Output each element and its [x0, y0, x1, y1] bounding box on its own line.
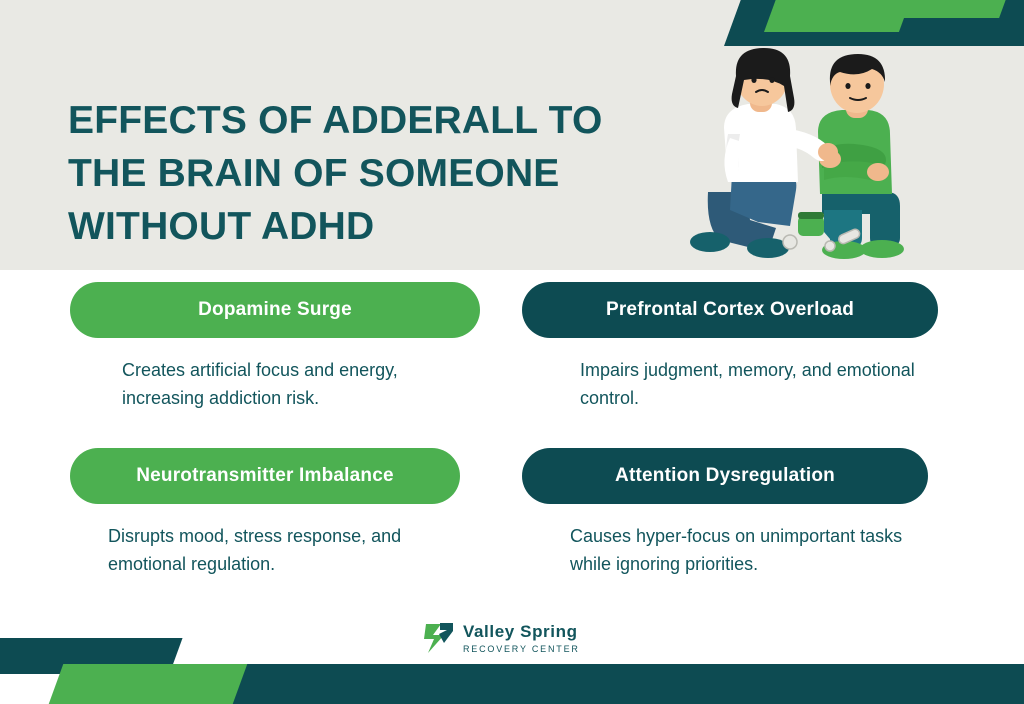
effect-card-description: Impairs judgment, memory, and emotional control.: [580, 360, 915, 408]
effect-card-title: Neurotransmitter Imbalance: [70, 448, 460, 504]
effect-card-title: Dopamine Surge: [70, 282, 480, 338]
footer-decoration: [0, 632, 1024, 704]
brand-subtitle: RECOVERY CENTER: [463, 644, 580, 654]
page-title: EFFECTS OF ADDERALL TO THE BRAIN OF SOMEONE WITHOUT ADHD: [68, 99, 603, 249]
effect-card-description: Disrupts mood, stress response, and emotional regulation.: [108, 526, 402, 574]
effect-card-neurotransmitter-imbalance: [70, 448, 500, 578]
header-decoration-dark-secondary: [896, 18, 1024, 40]
effect-card-description: Creates artificial focus and energy, increasing addiction risk.: [122, 360, 398, 408]
effect-card-title: Attention Dysregulation: [522, 448, 928, 504]
effect-card-title: Prefrontal Cortex Overload: [522, 282, 938, 338]
footer-decoration-dark-right: [233, 664, 1024, 704]
effect-card-attention-dysregulation: [522, 448, 952, 578]
effect-card-dopamine-surge: [70, 282, 500, 412]
brand-name: Valley Spring: [463, 622, 578, 641]
header-banner: [0, 0, 1024, 270]
effect-card-prefrontal-cortex-overload: [522, 282, 952, 412]
effect-card-description: Causes hyper-focus on unimportant tasks while ignoring priorities.: [570, 526, 903, 574]
two-people-sitting-illustration: [672, 42, 922, 270]
